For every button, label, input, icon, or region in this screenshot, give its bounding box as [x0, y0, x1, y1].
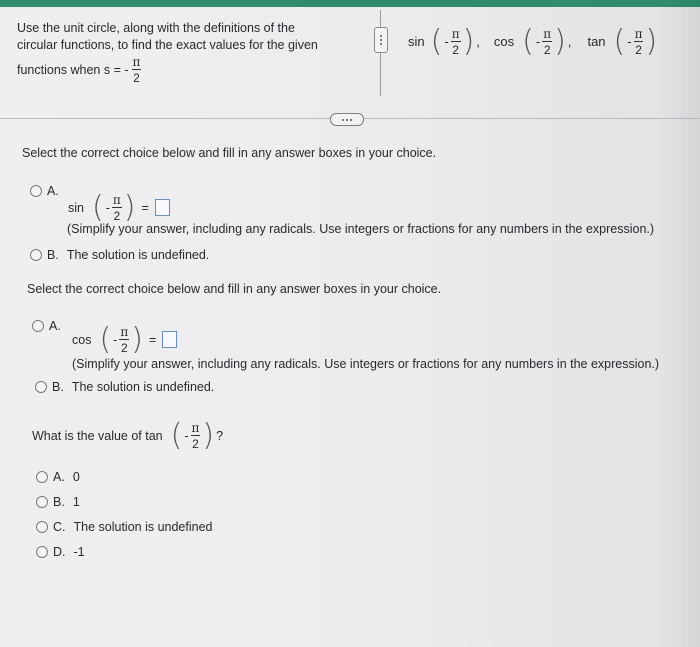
option-label: B. — [53, 495, 65, 509]
fn-sin: sin — [68, 200, 84, 215]
part2-cos-expression — [72, 322, 177, 357]
header-sin-fraction — [451, 28, 461, 56]
split-handle-horizontal[interactable] — [330, 113, 364, 126]
minus-sign: - — [535, 34, 541, 49]
open-paren-icon: ( — [430, 24, 443, 59]
part2-option-b[interactable] — [35, 380, 214, 394]
radio-button[interactable] — [36, 521, 48, 533]
option-label: B. — [47, 248, 59, 262]
open-paren-icon: ( — [91, 190, 104, 225]
part1-option-a[interactable] — [30, 184, 59, 198]
minus-sign: - — [444, 34, 449, 49]
cos-fraction — [119, 326, 129, 354]
edge-shadow — [660, 0, 700, 647]
option-text: The solution is undefined. — [66, 248, 210, 262]
header-tan: tan — [587, 34, 606, 49]
minus-sign: - — [105, 200, 110, 215]
tan-fraction — [191, 422, 201, 450]
header-cos: cos — [493, 34, 515, 49]
option-text: 1 — [72, 495, 80, 509]
part3-question — [32, 418, 223, 453]
option-label: A. — [53, 470, 65, 484]
split-handle-vertical[interactable] — [374, 27, 388, 53]
option-text: 0 — [72, 470, 80, 484]
open-paren-icon: ( — [170, 418, 183, 453]
fraction-denominator: 2 — [113, 208, 121, 223]
part3-option-b[interactable] — [36, 495, 80, 509]
fraction-numerator: π — [120, 324, 129, 339]
option-label: B. — [52, 380, 64, 394]
option-label: C. — [53, 520, 66, 534]
open-paren-icon: ( — [522, 24, 534, 59]
close-paren-icon: ) — [202, 418, 215, 453]
fraction-numerator: π — [543, 26, 552, 41]
part3-option-d[interactable] — [36, 545, 85, 559]
instruction-line-2: circular functions, to find the exact values for the given — [17, 38, 318, 52]
fraction-denominator: 2 — [635, 42, 642, 57]
given-fraction — [132, 56, 142, 84]
header-cos-fraction — [542, 28, 552, 56]
option-label: A. — [49, 319, 61, 333]
option-text: -1 — [73, 545, 85, 559]
fraction-numerator: π — [191, 420, 200, 435]
close-paren-icon: ) — [645, 24, 658, 59]
close-paren-icon: ) — [131, 322, 143, 357]
radio-button[interactable] — [30, 249, 42, 261]
comma: , — [567, 34, 572, 49]
instruction-text — [17, 20, 318, 54]
fraction-numerator: π — [634, 26, 643, 41]
fraction-denominator: 2 — [543, 42, 551, 57]
fraction-numerator: π — [451, 26, 460, 41]
part2-prompt: Select the correct choice below and fill in any answer boxes in your choice. — [27, 282, 442, 296]
cos-answer-box[interactable] — [162, 331, 177, 348]
fraction-denominator: 2 — [192, 436, 199, 451]
radio-button[interactable] — [35, 381, 47, 393]
given-value-text: functions when s = - — [17, 63, 129, 77]
question-mark: ? — [216, 428, 224, 443]
close-paren-icon: ) — [554, 24, 566, 59]
option-text: The solution is undefined. — [71, 380, 215, 394]
open-paren-icon: ( — [99, 322, 112, 357]
sin-fraction — [112, 194, 122, 222]
equals-sign: = — [141, 200, 149, 215]
fraction-numerator: π — [132, 55, 141, 69]
instruction-line-1: Use the unit circle, along with the definitions of the — [17, 21, 295, 35]
part2-hint: (Simplify your answer, including any radicals. Use integers or fractions for any numbers in the expression.) — [72, 357, 660, 371]
header-sin: sin — [408, 34, 425, 49]
given-value — [17, 56, 141, 84]
close-paren-icon: ) — [462, 24, 475, 59]
part1-sin-expression — [68, 190, 170, 225]
header-vertical-divider — [380, 10, 381, 96]
minus-sign: - — [627, 34, 632, 49]
option-text: The solution is undefined — [73, 520, 213, 534]
comma: , — [476, 34, 480, 49]
radio-button[interactable] — [36, 546, 48, 558]
fraction-denominator: 2 — [452, 42, 459, 57]
header-tan-fraction — [634, 28, 644, 56]
option-label: D. — [53, 545, 66, 559]
sin-answer-box[interactable] — [155, 199, 170, 216]
option-label: A. — [47, 184, 59, 198]
radio-button[interactable] — [30, 185, 42, 197]
fraction-denominator: 2 — [133, 71, 140, 85]
minus-sign: - — [184, 428, 189, 443]
part3-option-c[interactable] — [36, 520, 212, 534]
header-functions — [408, 24, 657, 59]
part1-hint: (Simplify your answer, including any radicals. Use integers or fractions for any numbers in the expression.) — [67, 222, 655, 236]
minus-sign: - — [113, 332, 118, 347]
top-accent-bar — [0, 0, 700, 7]
equals-sign: = — [148, 332, 157, 347]
radio-button[interactable] — [36, 471, 48, 483]
open-paren-icon: ( — [613, 24, 626, 59]
radio-button[interactable] — [36, 496, 48, 508]
fn-cos: cos — [72, 332, 92, 347]
fraction-numerator: π — [112, 192, 121, 207]
question-text: What is the value of tan — [32, 428, 163, 443]
part1-prompt: Select the correct choice below and fill in any answer boxes in your choice. — [22, 146, 437, 160]
part1-option-b[interactable] — [30, 248, 209, 262]
fraction-denominator: 2 — [120, 340, 128, 355]
part3-option-a[interactable] — [36, 470, 80, 484]
radio-button[interactable] — [32, 320, 44, 332]
part2-option-a[interactable] — [32, 319, 61, 333]
close-paren-icon: ) — [123, 190, 136, 225]
